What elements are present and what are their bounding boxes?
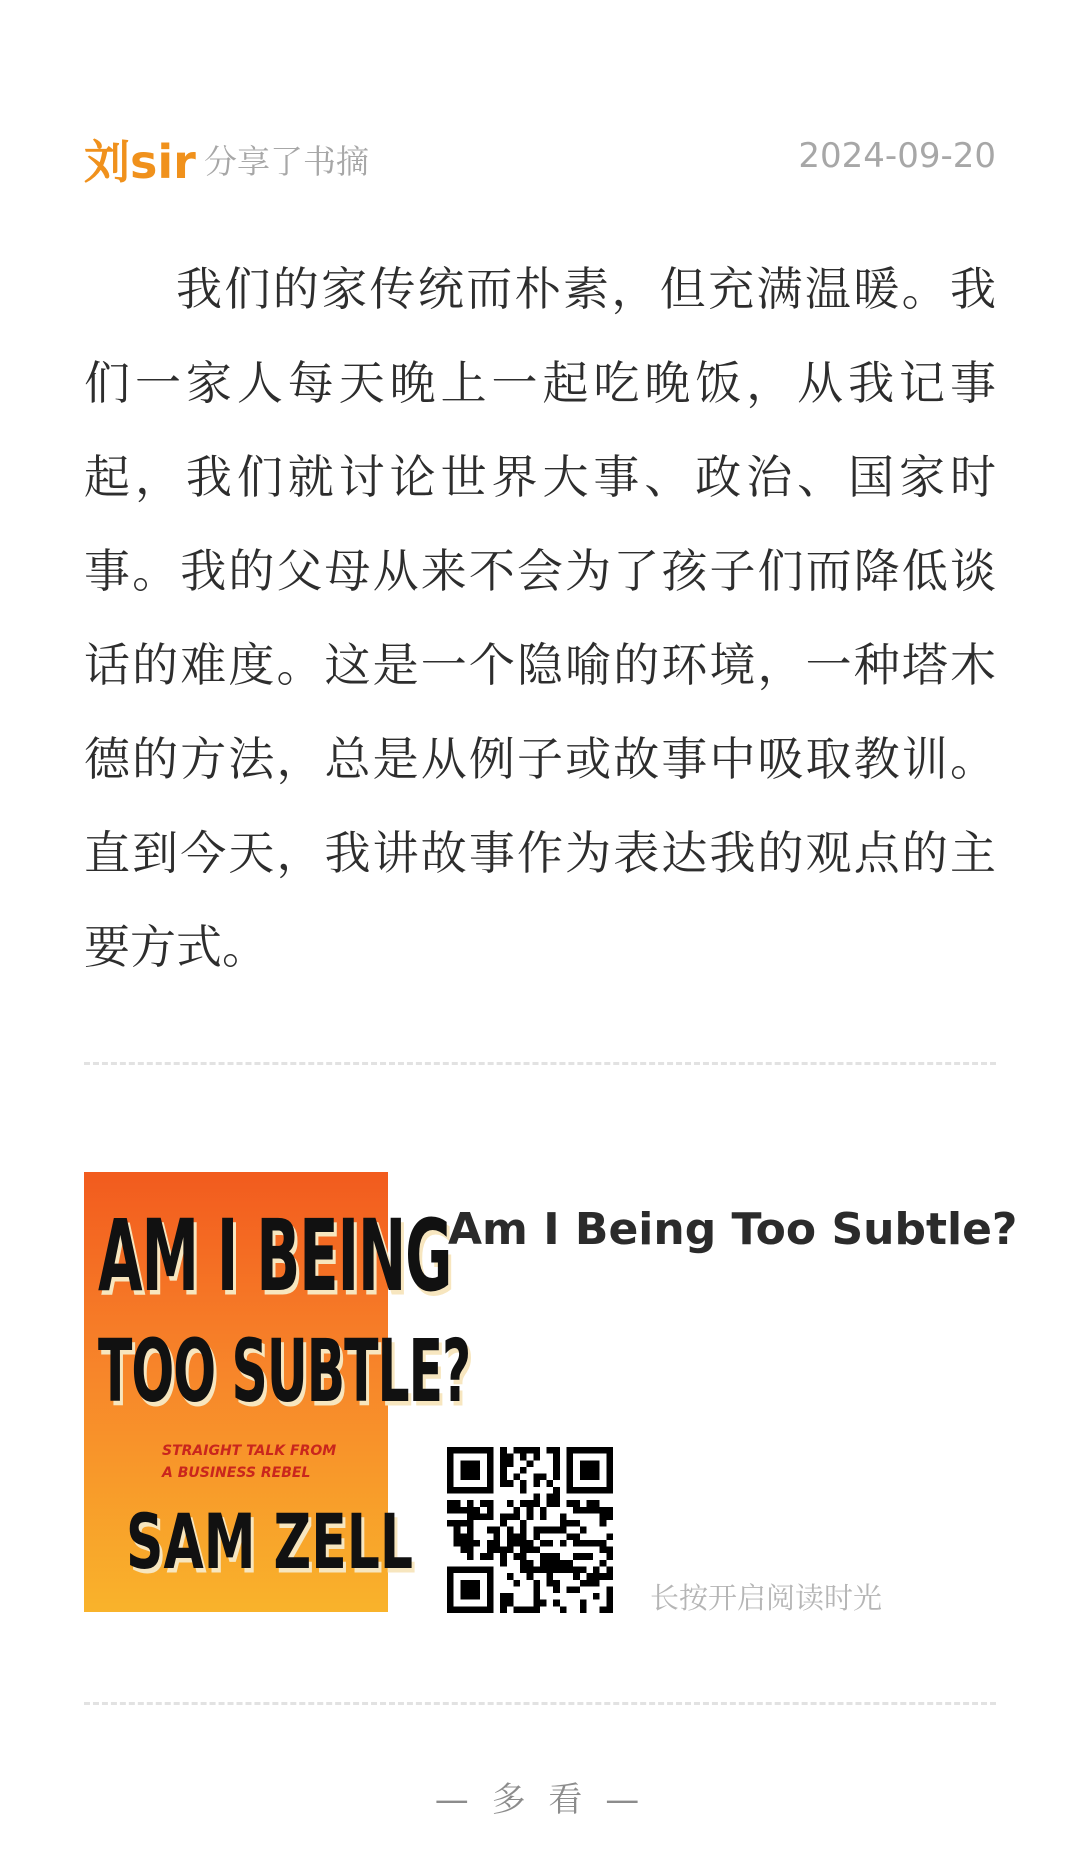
top-divider xyxy=(84,1062,996,1065)
more-link[interactable]: — 多 看 — xyxy=(434,1780,646,1820)
qr-code[interactable] xyxy=(447,1447,613,1613)
share-header xyxy=(84,120,996,190)
cover-author: SAM ZELL xyxy=(126,1500,414,1587)
book-title[interactable]: Am I Being Too Subtle? xyxy=(448,1204,1018,1255)
cover-subtitle-line1: STRAIGHT TALK FROM xyxy=(162,1443,337,1459)
cover-subtitle xyxy=(162,1440,336,1484)
share-date: 2024-09-20 xyxy=(798,136,996,176)
share-action-text: 分享了书摘 xyxy=(204,142,369,181)
cover-title-line1: AM I BEING xyxy=(98,1200,452,1315)
qr-hint: 长按开启阅读时光 xyxy=(650,1581,883,1615)
cover-subtitle-line2: A BUSINESS REBEL xyxy=(162,1465,311,1481)
user-name[interactable]: 刘sir xyxy=(84,135,196,189)
bottom-divider xyxy=(84,1702,996,1705)
cover-title-line2: TOO SUBTLE? xyxy=(98,1322,471,1423)
book-excerpt: 我们的家传统而朴素，但充满温暖。我们一家人每天晚上一起吃晚饭，从我记事起，我们就讨论世界大事、政治、国家时事。我的父母从来不会为了孩子们而降低谈话的难度。这是一个隐喻的环境，一种塔木德的方法，总是从例子或故事中吸取教训。直到今天，我讲故事作为表达我的观点的主要方式。 xyxy=(84,262,996,974)
book-cover[interactable] xyxy=(84,1172,471,1612)
